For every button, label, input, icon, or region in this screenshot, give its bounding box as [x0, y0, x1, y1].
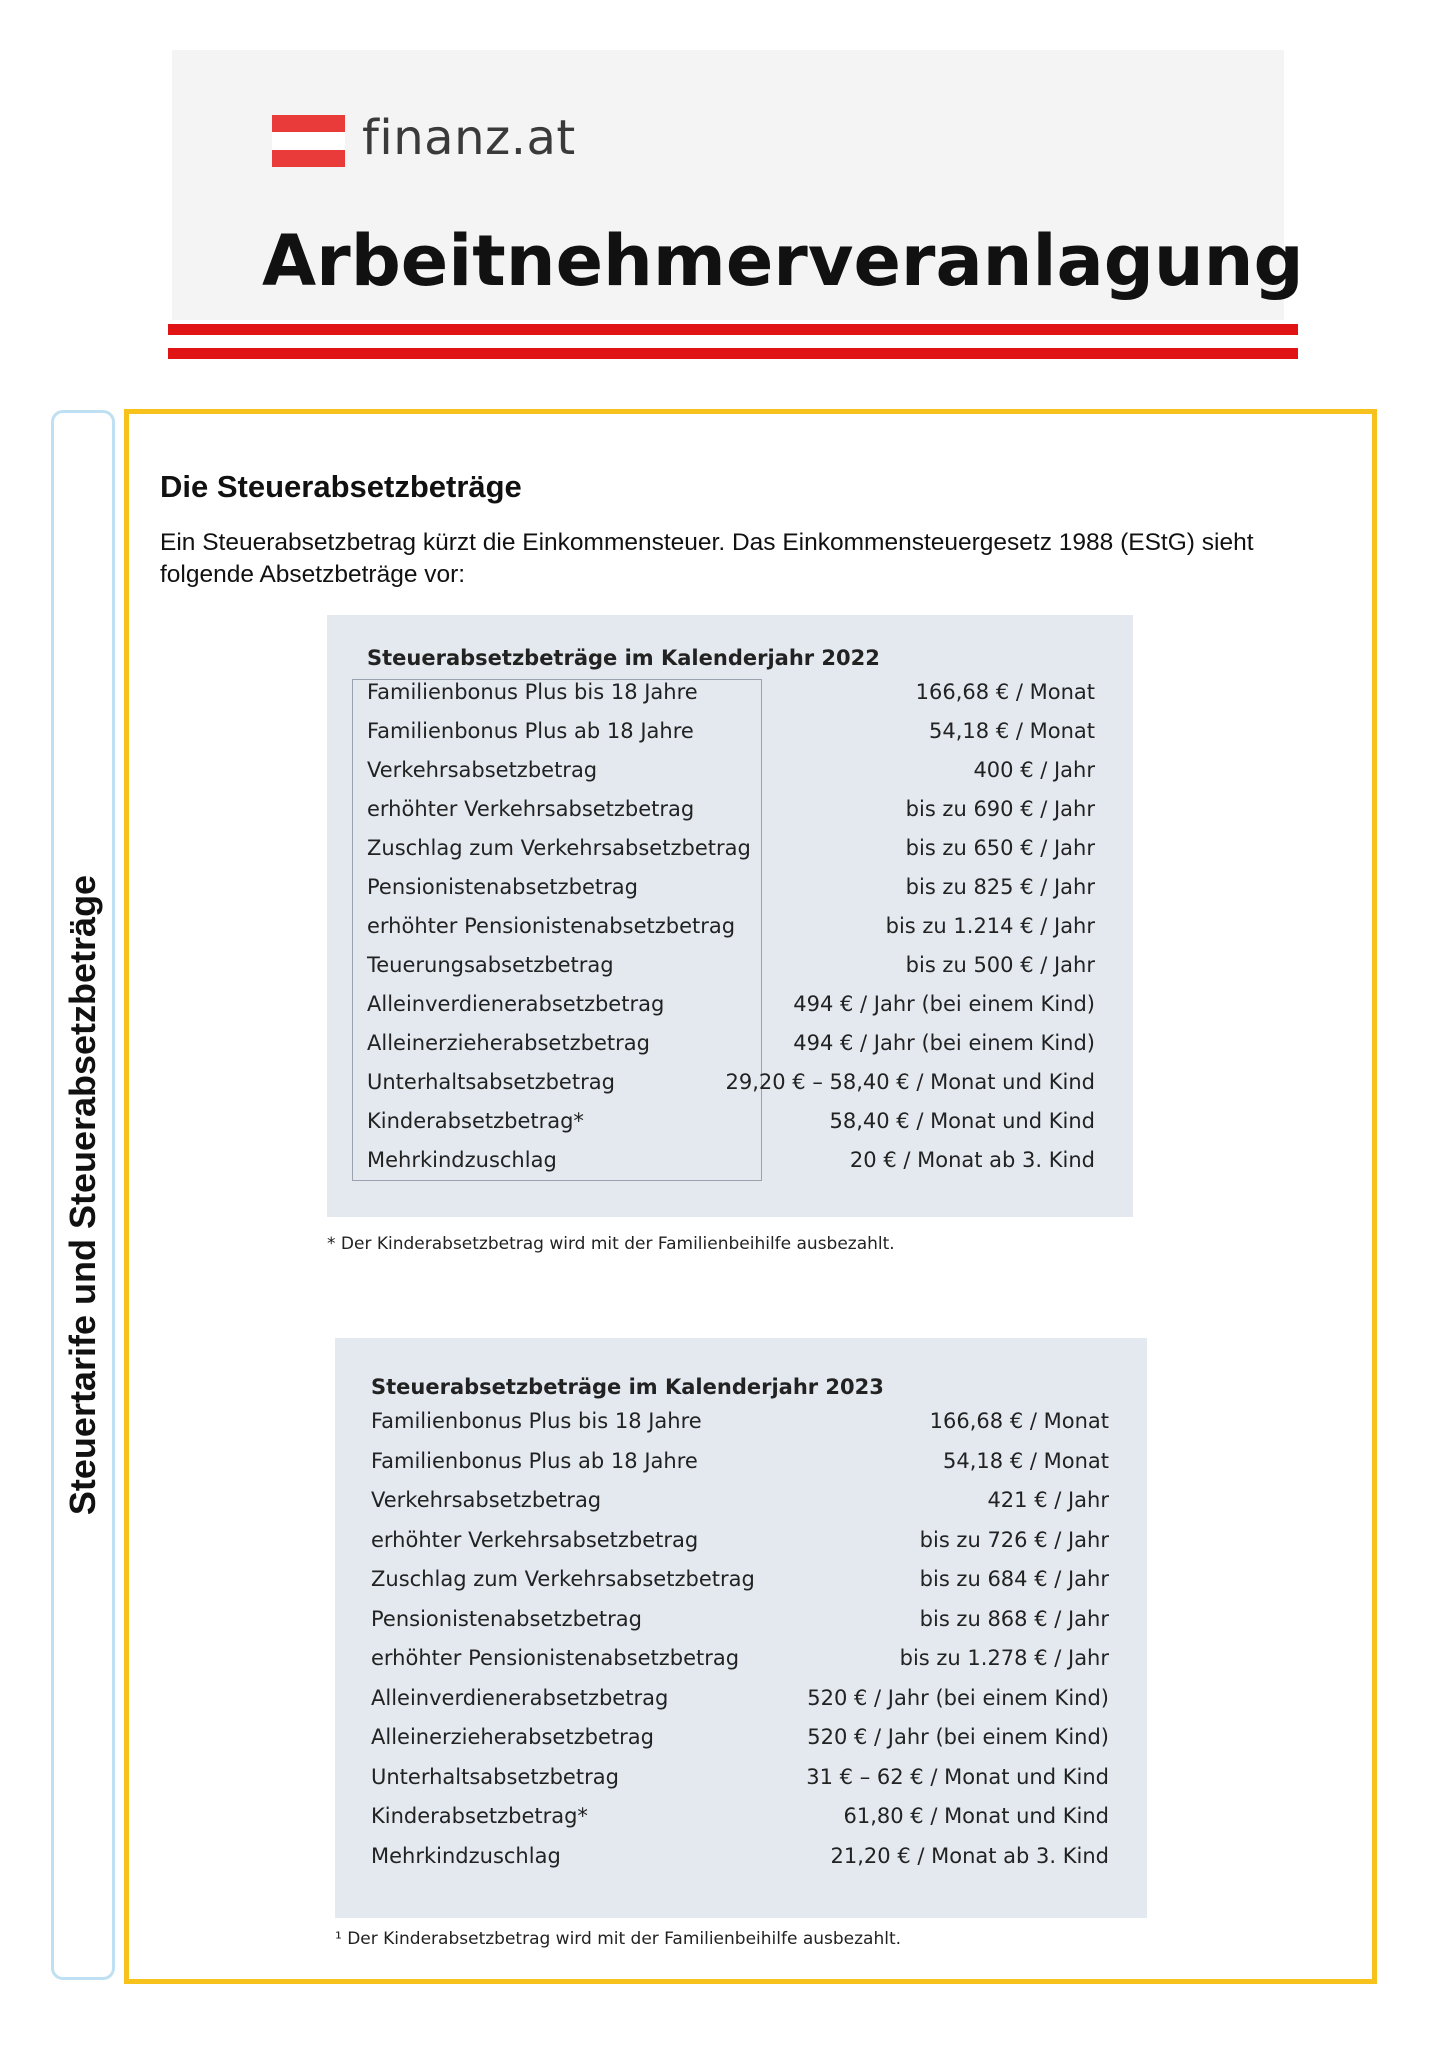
row-label: erhöhter Verkehrsabsetzbetrag [371, 1527, 699, 1552]
row-label: Pensionistenabsetzbetrag [371, 1606, 642, 1631]
row-value: bis zu 868 € / Jahr [919, 1606, 1109, 1631]
table-row [327, 719, 1133, 758]
row-label: Familienbonus Plus ab 18 Jahre [371, 1448, 698, 1473]
row-label: Alleinverdienerabsetzbetrag [371, 1685, 669, 1710]
table-row [335, 1844, 1147, 1883]
row-value: 21,20 € / Monat ab 3. Kind [830, 1843, 1109, 1868]
row-label: Zuschlag zum Verkehrsabsetzbetrag [367, 836, 751, 860]
row-value: bis zu 650 € / Jahr [905, 836, 1095, 860]
table-row [327, 992, 1133, 1031]
table-row [327, 758, 1133, 797]
row-value: 29,20 € – 58,40 € / Monat und Kind [725, 1070, 1095, 1094]
table-row [327, 836, 1133, 875]
row-label: Verkehrsabsetzbetrag [371, 1488, 602, 1512]
side-tab [51, 410, 115, 1980]
section-title: Die Steuerabsetzbeträge [160, 469, 522, 504]
table-row [327, 1070, 1133, 1109]
row-value: bis zu 825 € / Jahr [905, 875, 1095, 899]
row-label: Alleinverdienerabsetzbetrag [367, 992, 665, 1016]
row-label: Zuschlag zum Verkehrsabsetzbetrag [371, 1567, 755, 1591]
table-row [335, 1528, 1147, 1567]
table-row [327, 797, 1133, 836]
row-label: Mehrkindzuschlag [367, 1148, 557, 1172]
table-2023 [335, 1338, 1147, 1918]
row-value: 20 € / Monat ab 3. Kind [849, 1148, 1095, 1172]
document-title: Arbeitnehmerveranlagung [262, 220, 1304, 302]
table-row [335, 1765, 1147, 1804]
row-value: 31 € – 62 € / Monat und Kind [806, 1764, 1109, 1789]
table-row [335, 1646, 1147, 1685]
footnote-2022: * Der Kinderabsetzbetrag wird mit der Familienbeihilfe ausbezahlt. [327, 1234, 895, 1254]
row-value: 494 € / Jahr (bei einem Kind) [793, 992, 1095, 1016]
table-row [327, 953, 1133, 992]
row-value: 166,68 € / Monat [929, 1409, 1109, 1433]
row-value: 421 € / Jahr [987, 1488, 1109, 1512]
table-row [335, 1488, 1147, 1527]
brand-name: finanz.at [362, 110, 576, 166]
row-label: Verkehrsabsetzbetrag [367, 758, 598, 782]
header-rule-top [168, 324, 1298, 335]
table-row [327, 680, 1133, 719]
row-value: 166,68 € / Monat [915, 680, 1095, 704]
row-value: bis zu 1.278 € / Jahr [899, 1646, 1109, 1670]
table-row [327, 1109, 1133, 1148]
row-value: 54,18 € / Monat [929, 719, 1095, 743]
austrian-flag-icon [272, 115, 345, 167]
table-row [335, 1725, 1147, 1764]
footnote-2023: ¹ Der Kinderabsetzbetrag wird mit der Familienbeihilfe ausbezahlt. [335, 1929, 902, 1949]
row-value: 58,40 € / Monat und Kind [829, 1109, 1095, 1133]
row-value: bis zu 500 € / Jahr [905, 953, 1095, 977]
row-label: Mehrkindzuschlag [371, 1843, 561, 1868]
row-value: 520 € / Jahr (bei einem Kind) [807, 1725, 1109, 1749]
row-value: 400 € / Jahr [973, 758, 1095, 782]
row-value: 520 € / Jahr (bei einem Kind) [807, 1685, 1109, 1710]
side-tab-label: Steuertarife und Steuerabsetzbeträge [62, 874, 103, 1516]
intro-text: Ein Steuerabsetzbetrag kürzt die Einkommensteuer. Das Einkommensteuergesetz 1988 (EStG) sieht folgende Absetzbeträge vor: [160, 529, 1254, 588]
table-row [327, 1031, 1133, 1070]
row-label: Pensionistenabsetzbetrag [367, 875, 638, 899]
table-row [335, 1449, 1147, 1488]
row-label: Kinderabsetzbetrag* [371, 1804, 588, 1828]
row-label: Teuerungsabsetzbetrag [367, 953, 614, 977]
header-rule-bottom [168, 348, 1298, 359]
table-row [327, 875, 1133, 914]
row-label: Unterhaltsabsetzbetrag [367, 1070, 615, 1094]
row-value: bis zu 684 € / Jahr [919, 1567, 1109, 1591]
table-row [335, 1686, 1147, 1725]
table-row [335, 1607, 1147, 1646]
row-label: Unterhaltsabsetzbetrag [371, 1764, 619, 1789]
row-value: 494 € / Jahr (bei einem Kind) [793, 1031, 1095, 1055]
table-2022 [327, 615, 1133, 1217]
table-row [327, 914, 1133, 953]
table-row [335, 1409, 1147, 1448]
content-panel [124, 409, 1377, 1984]
row-label: erhöhter Verkehrsabsetzbetrag [367, 797, 695, 821]
row-value: 54,18 € / Monat [943, 1448, 1109, 1473]
row-label: erhöhter Pensionistenabsetzbetrag [367, 914, 736, 938]
table-title: Steuerabsetzbeträge im Kalenderjahr 2023 [371, 1375, 884, 1399]
row-value: bis zu 726 € / Jahr [919, 1527, 1109, 1552]
row-value: 61,80 € / Monat und Kind [843, 1804, 1109, 1828]
header-banner [172, 50, 1304, 320]
row-label: Alleinerzieherabsetzbetrag [371, 1725, 654, 1749]
row-label: Familienbonus Plus ab 18 Jahre [367, 719, 694, 743]
row-value: bis zu 1.214 € / Jahr [885, 914, 1095, 938]
table-row [335, 1804, 1147, 1843]
row-value: bis zu 690 € / Jahr [905, 797, 1095, 821]
row-label: erhöhter Pensionistenabsetzbetrag [371, 1646, 740, 1670]
table-row [327, 1148, 1133, 1187]
row-label: Kinderabsetzbetrag* [367, 1109, 584, 1133]
row-label: Alleinerzieherabsetzbetrag [367, 1031, 650, 1055]
table-row [335, 1567, 1147, 1606]
row-label: Familienbonus Plus bis 18 Jahre [367, 680, 698, 704]
table-title: Steuerabsetzbeträge im Kalenderjahr 2022 [367, 646, 880, 670]
row-label: Familienbonus Plus bis 18 Jahre [371, 1409, 702, 1433]
